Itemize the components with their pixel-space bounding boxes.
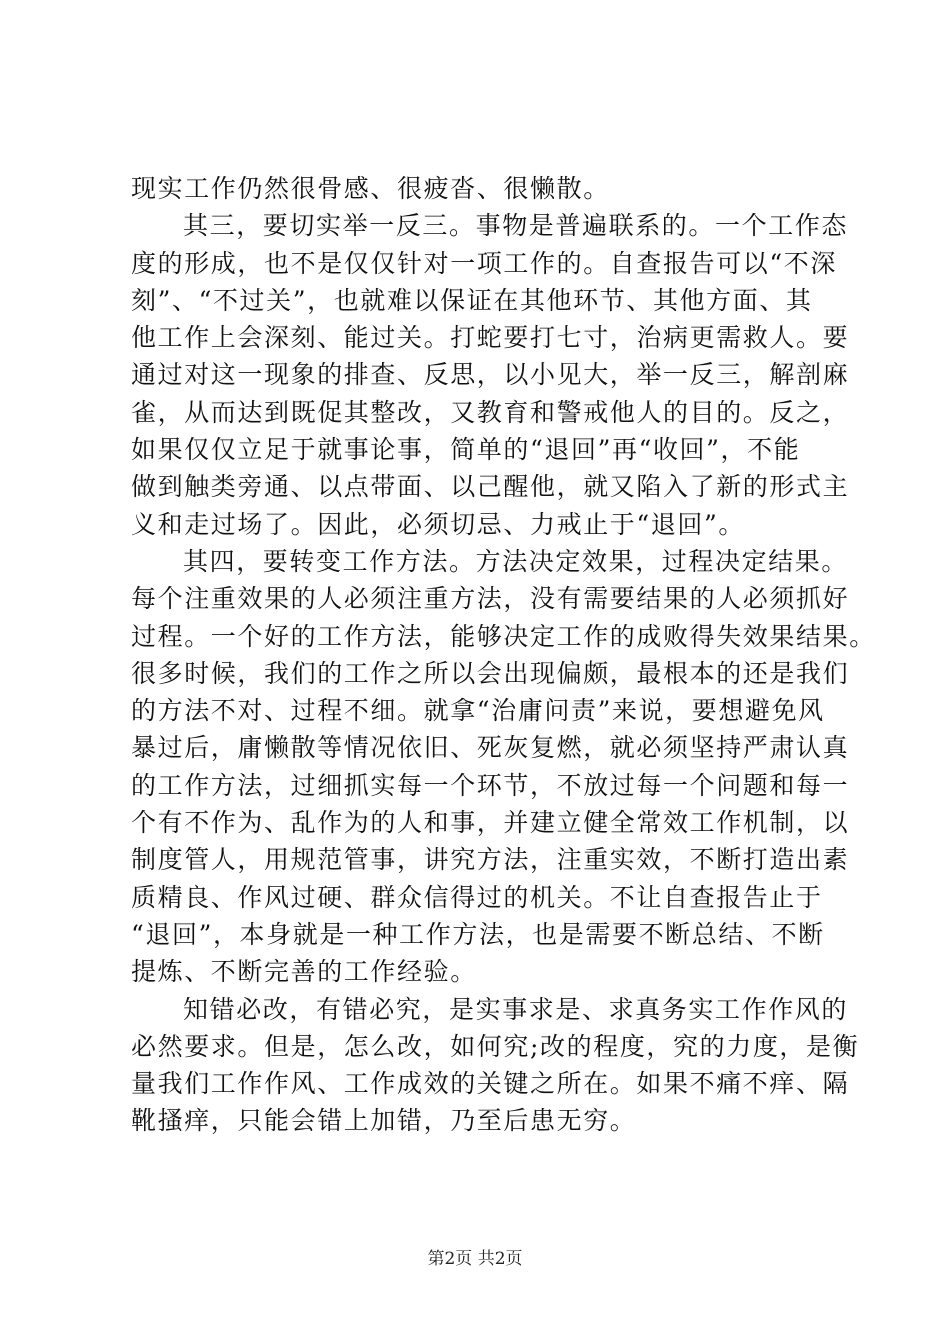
text-line: 过程。一个好的工作方法，能够决定工作的成败得失效果结果。 [131,621,876,651]
text-line: 现实工作仍然很骨感、很疲沓、很懒散。 [131,174,610,203]
page-number-footer: 第2页 共2页 [427,1249,523,1269]
text-line: “退回”，本身就是一种工作方法，也是需要不断总结、不断 [131,919,825,949]
text-line: 个有不作为、乱作为的人和事，并建立健全常效工作机制，以 [131,808,850,838]
text-line: 度的形成，也不是仅仅针对一项工作的。自查报告可以“不深 [131,248,837,278]
text-line: 靴搔痒，只能会错上加错，乃至后患无穷。 [131,1106,637,1136]
text-line: 雀，从而达到既促其整改，又教育和警戒他人的目的。反之， [131,397,850,427]
text-line: 量我们工作作风、工作成效的关键之所在。如果不痛不痒、隔 [131,1069,850,1099]
text-line: 的工作方法，过细抓实每一个环节，不放过每一个问题和每一 [131,770,850,800]
text-line: 提炼、不断完善的工作经验。 [131,957,477,987]
text-line: 如果仅仅立足于就事论事，简单的“退回”再“收回”，不能 [131,435,801,465]
text-line: 每个注重效果的人必须注重方法，没有需要结果的人必须抓好 [131,584,850,614]
text-line: 暴过后，庸懒散等情况依旧、死灰复燃，就必须坚持严肃认真 [131,733,850,763]
document-body [131,170,876,1140]
text-line: 做到触类旁通、以点带面、以己醒他，就又陷入了新的形式主 [131,472,850,502]
text-line: 很多时候，我们的工作之所以会出现偏颇，最根本的还是我们 [131,658,850,688]
text-line: 他工作上会深刻、能过关。打蛇要打七寸，治病更需救人。要 [131,323,850,353]
text-line: 制度管人，用规范管事，讲究方法，注重实效，不断打造出素 [131,845,850,875]
text-line: 的方法不对、过程不细。就拿“治庸问责”来说，要想避免风 [131,696,825,726]
text-line: 质精良、作风过硬、群众信得过的机关。不让自查报告止于 [131,882,823,912]
text-line: 义和走过场了。因此，必须切忌、力戒止于“退回”。 [131,509,745,539]
text-line: 刻”、“不过关”，也就难以保证在其他环节、其他方面、其 [131,285,813,315]
text-line: 必然要求。但是，怎么改，如何究;改的程度，究的力度，是衡 [131,1031,860,1061]
text-line: 通过对这一现象的排查、反思，以小见大，举一反三，解剖麻 [131,360,850,390]
paragraph-start-line: 知错必改，有错必究，是实事求是、求真务实工作作风的 [183,994,849,1024]
paragraph-start-line: 其四，要转变工作方法。方法决定效果，过程决定结果。 [183,546,849,576]
paragraph-start-line: 其三，要切实举一反三。事物是普遍联系的。一个工作态 [183,211,849,241]
